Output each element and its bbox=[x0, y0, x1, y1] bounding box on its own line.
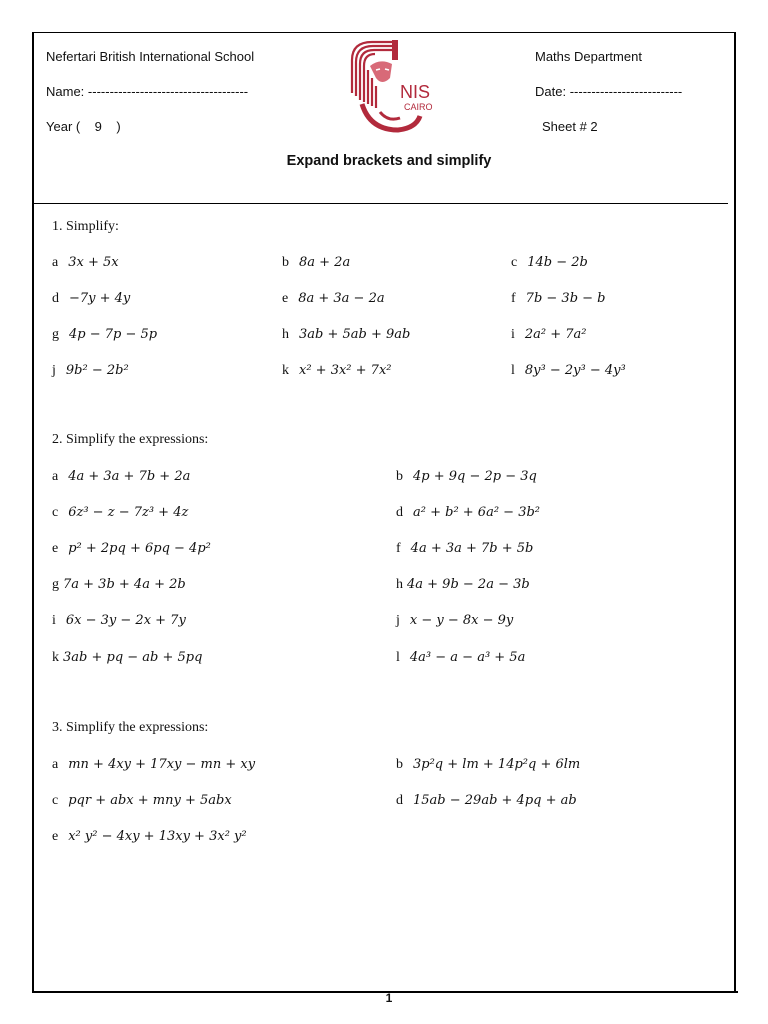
svg-text:CAIRO: CAIRO bbox=[404, 102, 433, 112]
q1-item-f: f 7b − 3b − b bbox=[511, 291, 606, 306]
name-field bbox=[46, 84, 248, 99]
q3-item-c: c pqr + abx + mny + 5abx bbox=[52, 793, 232, 808]
q3-item-b: b 3p²q + lm + 14p²q + 6lm bbox=[396, 757, 581, 772]
department-name: Maths Department bbox=[535, 49, 642, 64]
q2-item-j: j x − y − 8x − 9y bbox=[396, 613, 514, 628]
name-label: Name: bbox=[46, 84, 85, 99]
q2-item-g: g 7a + 3b + 4a + 2b bbox=[52, 577, 186, 592]
title-divider bbox=[34, 203, 728, 204]
date-field bbox=[535, 84, 682, 99]
worksheet-title: Expand brackets and simplify bbox=[286, 153, 492, 169]
q1-item-j: j 9b² − 2b² bbox=[52, 363, 129, 378]
page-number: 1 bbox=[385, 991, 393, 1005]
q2-item-b: b 4p + 9q − 2p − 3q bbox=[396, 469, 537, 484]
q2-item-d: d a² + b² + 6a² − 3b² bbox=[396, 505, 541, 520]
nis-logo-icon bbox=[340, 38, 440, 138]
name-blank: ------------------------------------- bbox=[87, 84, 249, 99]
year-label: Year ( 9 ) bbox=[46, 119, 121, 134]
q1-item-c: c 14b − 2b bbox=[511, 255, 588, 270]
question-2-heading: 2. Simplify the expressions: bbox=[52, 432, 209, 447]
q3-item-a: a mn + 4xy + 17xy − mn + xy bbox=[52, 757, 256, 772]
question-1-heading: 1. Simplify: bbox=[52, 219, 119, 234]
q2-item-e: e p² + 2pq + 6pq − 4p² bbox=[52, 541, 211, 556]
q1-item-a: a 3x + 5x bbox=[52, 255, 119, 270]
q1-item-k: k x² + 3x² + 7x² bbox=[282, 363, 392, 378]
q1-item-i: i 2a² + 7a² bbox=[511, 327, 587, 342]
svg-text:NIS: NIS bbox=[400, 82, 431, 102]
q1-item-d: d −7y + 4y bbox=[52, 291, 131, 306]
q2-item-a: a 4a + 3a + 7b + 2a bbox=[52, 469, 191, 484]
question-3-heading: 3. Simplify the expressions: bbox=[52, 720, 209, 735]
q3-item-e: e x² y² − 4xy + 13xy + 3x² y² bbox=[52, 829, 247, 844]
q1-item-g: g 4p − 7p − 5p bbox=[52, 327, 158, 342]
q3-item-d: d 15ab − 29ab + 4pq + ab bbox=[396, 793, 577, 808]
school-logo bbox=[340, 38, 440, 138]
sheet-label: Sheet # 2 bbox=[542, 119, 598, 134]
school-name: Nefertari British International School bbox=[46, 49, 255, 64]
date-blank: -------------------------- bbox=[569, 84, 683, 99]
q2-item-l: l 4a³ − a − a³ + 5a bbox=[396, 650, 526, 665]
q1-item-l: l 8y³ − 2y³ − 4y³ bbox=[511, 363, 626, 378]
q2-item-f: f 4a + 3a + 7b + 5b bbox=[396, 541, 534, 556]
q1-item-e: e 8a + 3a − 2a bbox=[282, 291, 385, 306]
q1-item-b: b 8a + 2a bbox=[282, 255, 351, 270]
q1-item-h: h 3ab + 5ab + 9ab bbox=[282, 327, 411, 342]
date-label: Date: bbox=[535, 84, 567, 99]
q2-item-h: h 4a + 9b − 2a − 3b bbox=[396, 577, 530, 592]
q2-item-k: k 3ab + pq − ab + 5pq bbox=[52, 650, 203, 665]
q2-item-i: i 6x − 3y − 2x + 7y bbox=[52, 613, 186, 628]
q2-item-c: c 6z³ − z − 7z³ + 4z bbox=[52, 505, 189, 520]
